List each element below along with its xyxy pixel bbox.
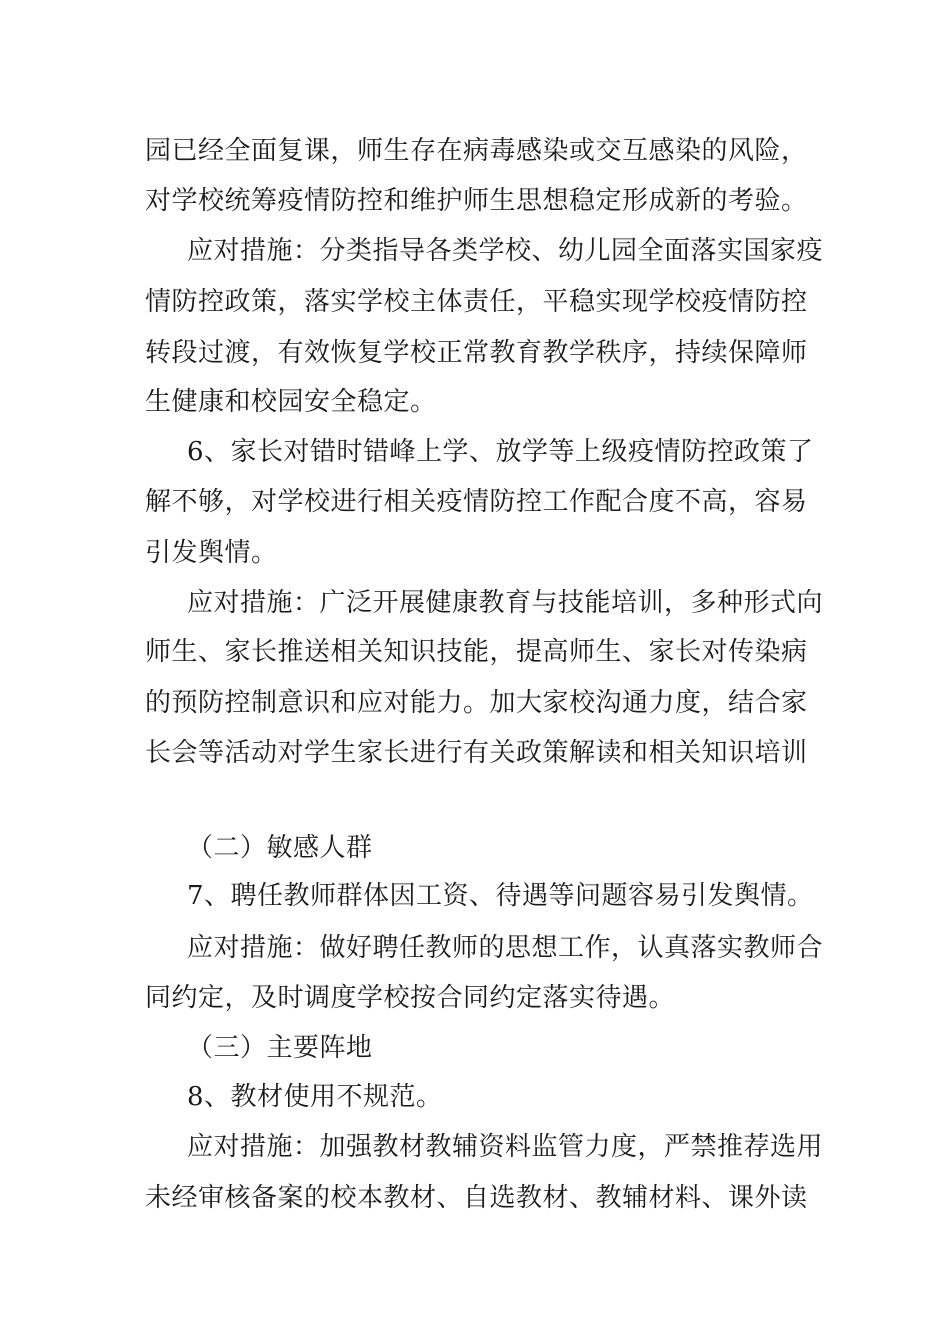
text-line: 的预防控制意识和应对能力。加大家校沟通力度，结合家	[145, 688, 808, 718]
text-line: 应对措施：做好聘任教师的思想工作，认真落实教师合	[187, 933, 824, 963]
text-line: 应对措施：加强教材教辅资料监管力度，严禁推荐选用	[187, 1132, 824, 1162]
text-line: 园已经全面复课，师生存在病毒感染或交互感染的风险，	[145, 136, 808, 166]
text-line: 解不够，对学校进行相关疫情防控工作配合度不高，容易	[145, 487, 808, 517]
text-line: 引发舆情。	[145, 538, 278, 568]
text-line: 6、家长对错时错峰上学、放学等上级疫情防控政策了	[187, 437, 814, 467]
section-heading: （二）敏感人群	[187, 833, 373, 863]
text-line: 应对措施：广泛开展健康教育与技能培训，多种形式向	[187, 588, 824, 618]
text-line: 8、教材使用不规范。	[187, 1082, 443, 1112]
text-line: 师生、家长推送相关知识技能，提高师生、家长对传染病	[145, 637, 808, 667]
text-line: 对学校统筹疫情防控和维护师生思想稳定形成新的考验。	[145, 186, 808, 216]
text-line: 7、聘任教师群体因工资、待遇等问题容易引发舆情。	[187, 881, 814, 911]
section-heading: （三）主要阵地	[187, 1033, 373, 1063]
text-line: 未经审核备案的校本教材、自选教材、教辅材料、课外读	[145, 1183, 808, 1213]
text-line: 转段过渡，有效恢复学校正常教育教学秩序，持续保障师	[145, 338, 808, 368]
text-line: 长会等活动对学生家长进行有关政策解读和相关知识培训	[145, 738, 808, 768]
text-line: 生健康和校园安全稳定。	[145, 387, 437, 417]
text-line: 情防控政策，落实学校主体责任，平稳实现学校疫情防控	[145, 287, 808, 317]
text-line: 同约定，及时调度学校按合同约定落实待遇。	[145, 983, 676, 1013]
text-line: 应对措施：分类指导各类学校、幼儿园全面落实国家疫	[187, 236, 824, 266]
